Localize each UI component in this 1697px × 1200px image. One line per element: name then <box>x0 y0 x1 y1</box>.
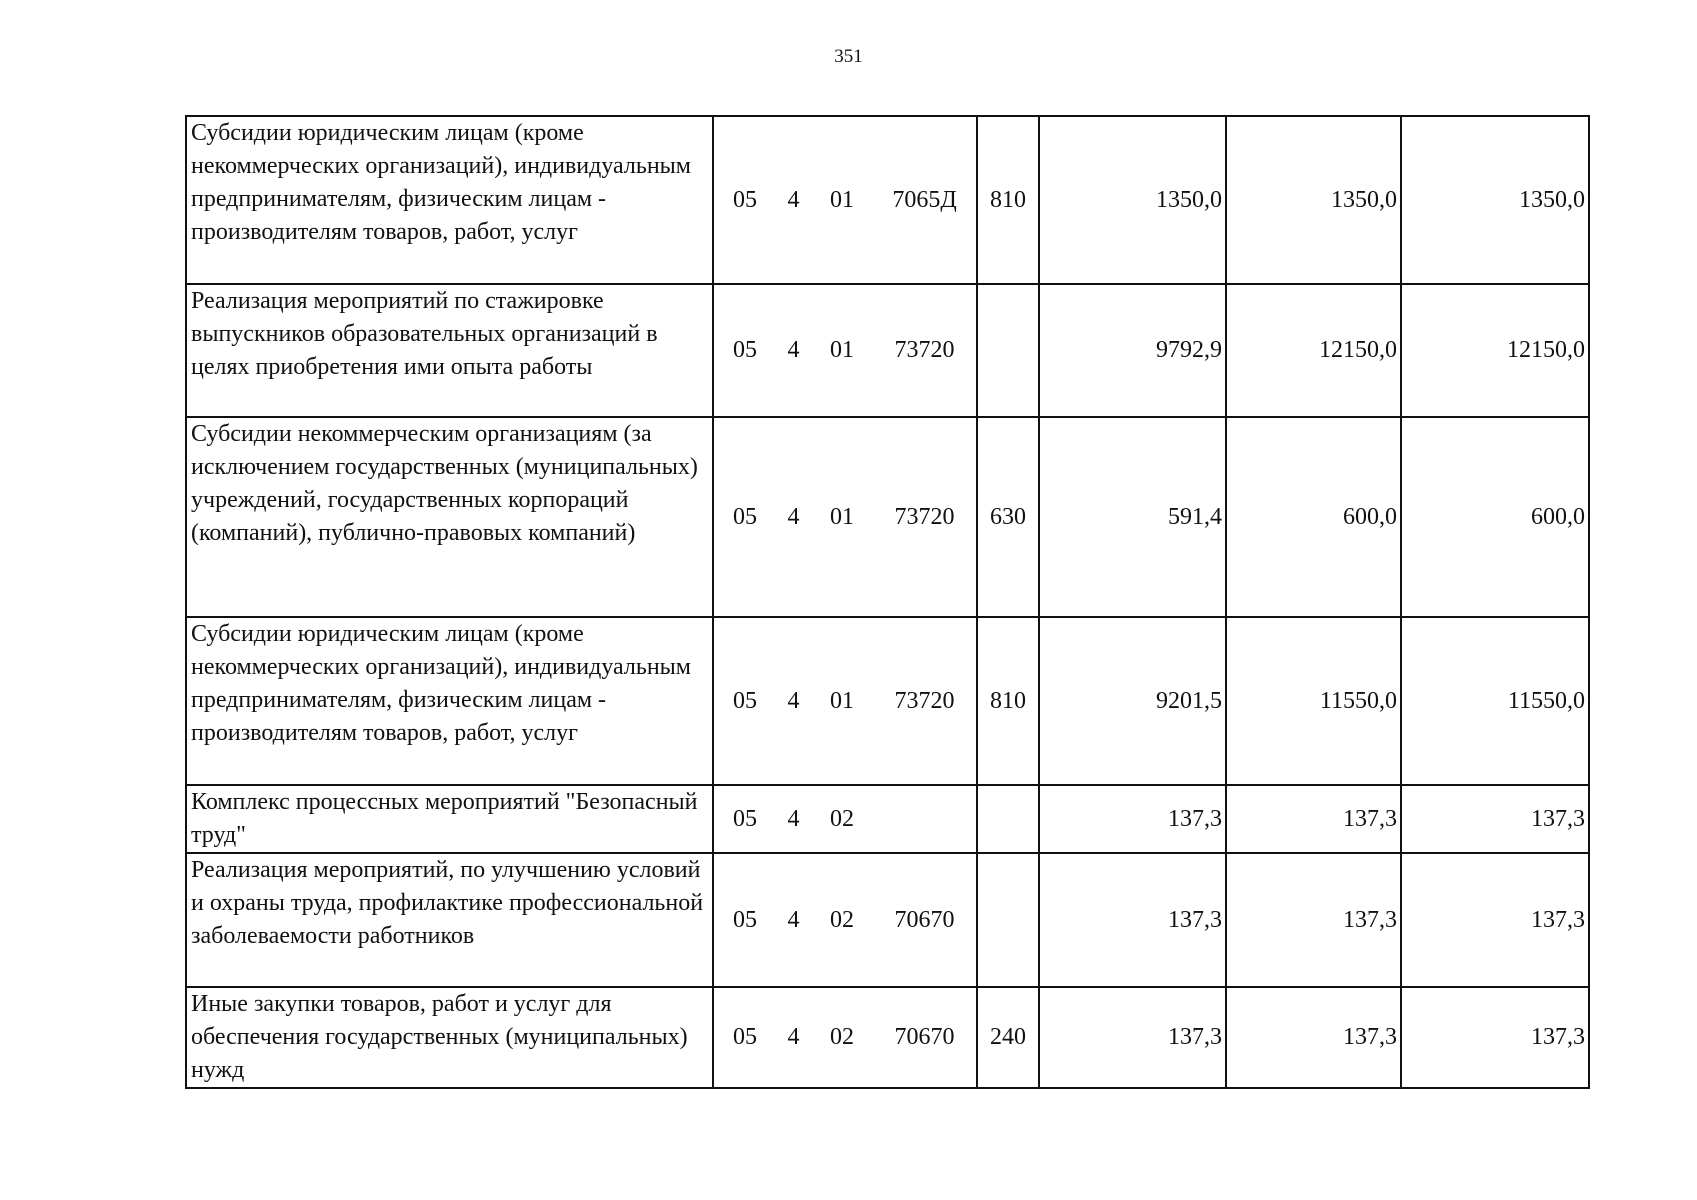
amount-1: 591,4 <box>1039 417 1226 617</box>
amount-2: 11550,0 <box>1226 617 1401 785</box>
table-row <box>186 284 1589 417</box>
row-codes <box>713 853 977 987</box>
expense-type-code: 810 <box>977 116 1039 284</box>
expense-type-code <box>977 853 1039 987</box>
program-code: 01 <box>830 337 854 363</box>
section-code: 05 <box>733 805 757 832</box>
amount-2: 600,0 <box>1226 417 1401 617</box>
article-code: 7065Д <box>892 186 957 213</box>
table-row <box>186 617 1589 785</box>
table-row <box>186 785 1589 853</box>
amount-1: 137,3 <box>1039 987 1226 1088</box>
section-code: 05 <box>733 687 757 714</box>
row-name: Комплекс процессных мероприятий "Безопасный труд" <box>186 785 713 853</box>
row-codes <box>713 417 977 617</box>
table-row <box>186 116 1589 284</box>
subsection-code: 4 <box>787 1024 800 1050</box>
subsection-code: 4 <box>787 337 800 363</box>
section-code: 05 <box>733 186 757 213</box>
row-name: Субсидии некоммерческим организациям (за исключением государственных (муниципальных) учреждений, государственных корпораций (компаний), публично-правовых компаний) <box>186 417 713 617</box>
amount-2: 137,3 <box>1226 853 1401 987</box>
row-name: Субсидии юридическим лицам (кроме некоммерческих организаций), индивидуальным предпринимателям, физическим лицам - производителям товаров, работ, услуг <box>186 116 713 284</box>
amount-1: 9792,9 <box>1039 284 1226 417</box>
section-code: 05 <box>733 1024 757 1050</box>
table-row <box>186 417 1589 617</box>
row-name: Реализация мероприятий по стажировке выпускников образовательных организаций в целях приобретения ими опыта работы <box>186 284 713 417</box>
row-codes <box>713 284 977 417</box>
amount-3: 1350,0 <box>1401 116 1589 284</box>
article-code: 70670 <box>894 906 955 933</box>
article-code: 73720 <box>894 503 955 530</box>
program-code: 01 <box>830 503 854 530</box>
row-codes <box>713 617 977 785</box>
program-code: 01 <box>830 186 854 213</box>
amount-2: 1350,0 <box>1226 116 1401 284</box>
row-codes <box>713 116 977 284</box>
expense-type-code: 630 <box>977 417 1039 617</box>
amount-1: 137,3 <box>1039 853 1226 987</box>
subsection-code: 4 <box>787 503 800 530</box>
subsection-code: 4 <box>787 186 800 213</box>
expense-type-code <box>977 785 1039 853</box>
amount-3: 11550,0 <box>1401 617 1589 785</box>
section-code: 05 <box>733 337 757 363</box>
subsection-code: 4 <box>787 687 800 714</box>
subsection-code: 4 <box>787 906 800 933</box>
amount-2: 137,3 <box>1226 785 1401 853</box>
section-code: 05 <box>733 906 757 933</box>
table-row <box>186 853 1589 987</box>
subsection-code: 4 <box>787 805 800 832</box>
amount-3: 137,3 <box>1401 785 1589 853</box>
amount-3: 600,0 <box>1401 417 1589 617</box>
expense-type-code: 810 <box>977 617 1039 785</box>
row-name: Иные закупки товаров, работ и услуг для обеспечения государственных (муниципальных) нужд <box>186 987 713 1088</box>
program-code: 02 <box>830 1024 854 1050</box>
row-codes <box>713 987 977 1088</box>
amount-2: 137,3 <box>1226 987 1401 1088</box>
expense-type-code <box>977 284 1039 417</box>
amount-1: 9201,5 <box>1039 617 1226 785</box>
amount-3: 137,3 <box>1401 987 1589 1088</box>
page-number: 351 <box>834 46 863 67</box>
section-code: 05 <box>733 503 757 530</box>
program-code: 02 <box>830 805 854 832</box>
program-code: 02 <box>830 906 854 933</box>
article-code: 73720 <box>894 687 955 714</box>
table-row <box>186 987 1589 1088</box>
budget-table <box>185 115 1590 1089</box>
amount-2: 12150,0 <box>1226 284 1401 417</box>
article-code: 73720 <box>894 337 955 363</box>
amount-3: 12150,0 <box>1401 284 1589 417</box>
article-code: 70670 <box>894 1024 955 1050</box>
row-codes <box>713 785 977 853</box>
amount-1: 137,3 <box>1039 785 1226 853</box>
amount-1: 1350,0 <box>1039 116 1226 284</box>
expense-type-code: 240 <box>977 987 1039 1088</box>
row-name: Реализация мероприятий, по улучшению условий и охраны труда, профилактике профессиональной заболеваемости работников <box>186 853 713 987</box>
amount-3: 137,3 <box>1401 853 1589 987</box>
row-name: Субсидии юридическим лицам (кроме некоммерческих организаций), индивидуальным предпринимателям, физическим лицам - производителям товаров, работ, услуг <box>186 617 713 785</box>
program-code: 01 <box>830 687 854 714</box>
